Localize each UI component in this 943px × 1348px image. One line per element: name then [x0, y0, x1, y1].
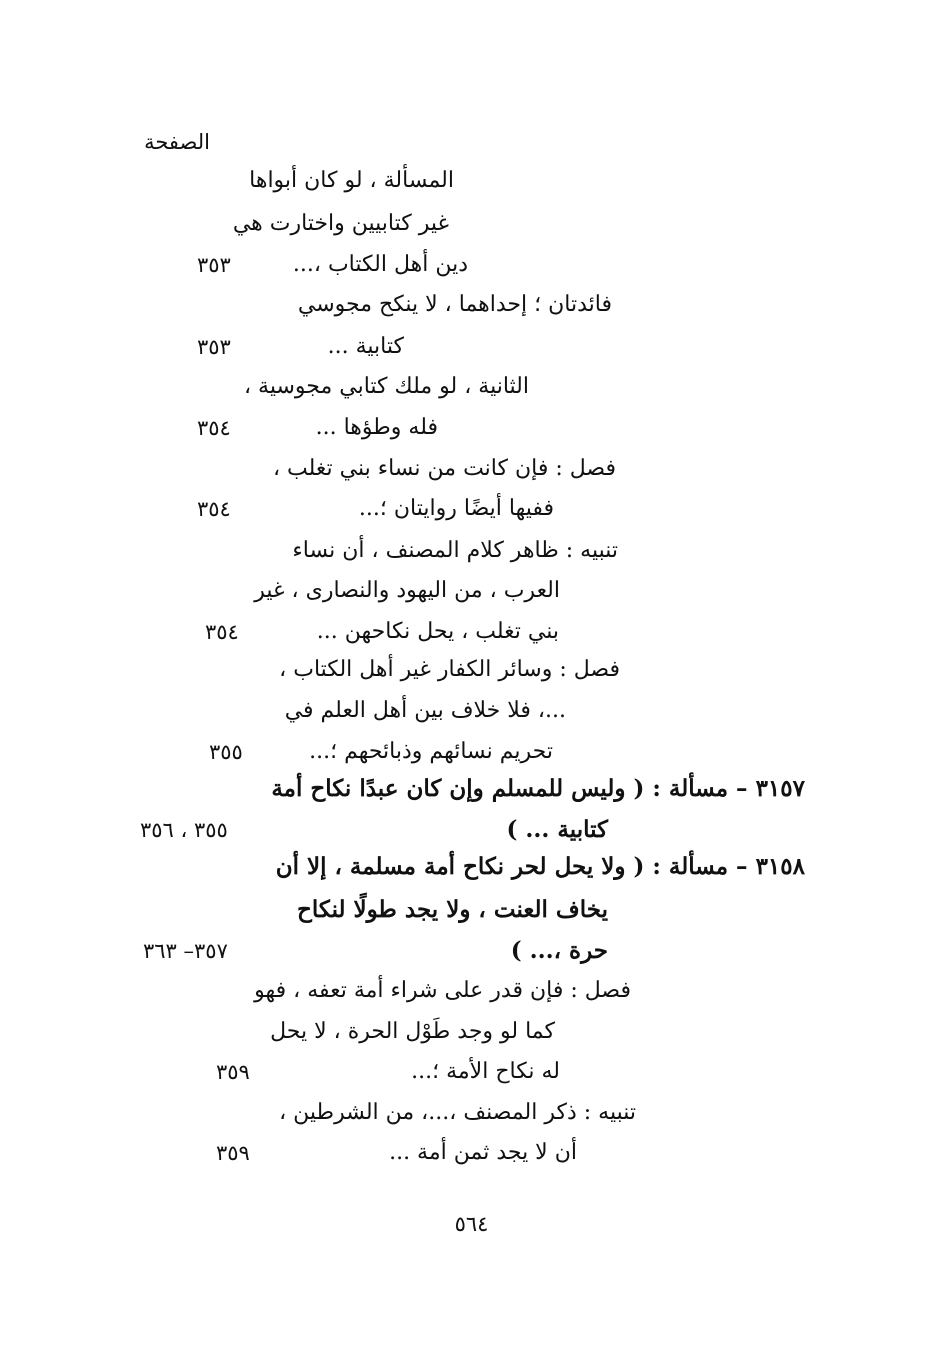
entry-text: دين أهل الكتاب ،...	[292, 252, 468, 277]
entry-page-ref: ٣٥٧– ٣٦٣	[143, 939, 228, 963]
entry-text: العرب ، من اليهود والنصارى ، غير	[254, 578, 560, 603]
entry-page-ref: ٣٥٥	[209, 740, 243, 764]
entry-page-ref: ٣٥٣	[197, 253, 231, 277]
entry-page-ref: ٣٥٤	[197, 497, 231, 521]
entry-text: تنبيه : ظاهر كلام المصنف ، أن نساء	[292, 538, 618, 563]
entry-text: فصل : فإن كانت من نساء بني تغلب ،	[272, 456, 616, 481]
page-number: ٥٦٤	[454, 1212, 489, 1236]
index-entry	[0, 162, 943, 200]
entry-page-ref: ٣٥٩	[216, 1141, 250, 1165]
index-entry	[0, 651, 943, 689]
entry-text: فله وطؤها ...	[315, 415, 438, 440]
entry-text: حرة ،... )	[510, 937, 608, 964]
entry-page-ref: ٣٥٥ ، ٣٥٦	[140, 818, 228, 842]
entry-text: ففيها أيضًا روايتان ؛...	[358, 496, 554, 521]
entry-text: الثانية ، لو ملك كتابي مجوسية ،	[243, 374, 529, 399]
entry-text: فصل : وسائر الكفار غير أهل الكتاب ،	[279, 657, 620, 682]
index-entry	[0, 328, 943, 366]
index-entry	[0, 409, 943, 447]
entry-text: كتابية ... )	[506, 816, 608, 843]
entry-text: المسألة ، لو كان أبواها	[249, 168, 454, 193]
entry-text: له نكاح الأمة ؛...	[411, 1059, 560, 1084]
index-entry	[0, 692, 943, 730]
entry-text: ...، فلا خلاف بين أهل العلم في	[284, 698, 566, 723]
entry-text: كما لو وجد طَوْل الحرة ، لا يحل	[270, 1019, 555, 1044]
index-entry	[0, 1094, 943, 1132]
index-entry	[0, 848, 943, 886]
index-entry	[0, 450, 943, 488]
entry-page-ref: ٣٥٩	[216, 1060, 250, 1084]
index-entry	[0, 532, 943, 570]
index-entry	[0, 932, 943, 970]
index-entry	[0, 770, 943, 808]
index-entry	[0, 811, 943, 849]
entry-text: أن لا يجد ثمن أمة ...	[389, 1140, 577, 1165]
entry-text: بني تغلب ، يحل نكاحهن ...	[316, 619, 559, 644]
index-entry	[0, 1053, 943, 1091]
index-entry	[0, 246, 943, 284]
index-entry	[0, 1134, 943, 1172]
index-entry	[0, 286, 943, 324]
index-entry	[0, 490, 943, 528]
entry-text: ٣١٥٧ – مسألة : ( وليس للمسلم وإن كان عبدًا نكاح أمة	[271, 775, 805, 802]
entry-text: كتابية ...	[327, 334, 404, 359]
entry-text: يخاف العنت ، ولا يجد طولًا لنكاح	[297, 896, 608, 923]
entry-page-ref: ٣٥٤	[205, 620, 239, 644]
page-column-header: الصفحة	[144, 130, 210, 154]
index-entry	[0, 205, 943, 243]
entry-text: تنبيه : ذكر المصنف ،...، من الشرطين ،	[279, 1100, 636, 1125]
entry-text: ٣١٥٨ – مسألة : ( ولا يحل لحر نكاح أمة مسلمة ، إلا أن	[275, 853, 805, 880]
entry-text: غير كتابيين واختارت هي	[232, 211, 449, 236]
index-entry	[0, 733, 943, 771]
entry-text: تحريم نسائهم وذبائحهم ؛...	[309, 739, 553, 764]
entry-page-ref: ٣٥٤	[197, 416, 231, 440]
index-entry	[0, 368, 943, 406]
index-entry	[0, 572, 943, 610]
index-entry	[0, 972, 943, 1010]
entry-page-ref: ٣٥٣	[197, 335, 231, 359]
index-entry	[0, 891, 943, 929]
index-entry	[0, 613, 943, 651]
entry-text: فصل : فإن قدر على شراء أمة تعفه ، فهو	[254, 978, 631, 1003]
index-entry	[0, 1013, 943, 1051]
entry-text: فائدتان ؛ إحداهما ، لا ينكح مجوسي	[297, 292, 612, 317]
